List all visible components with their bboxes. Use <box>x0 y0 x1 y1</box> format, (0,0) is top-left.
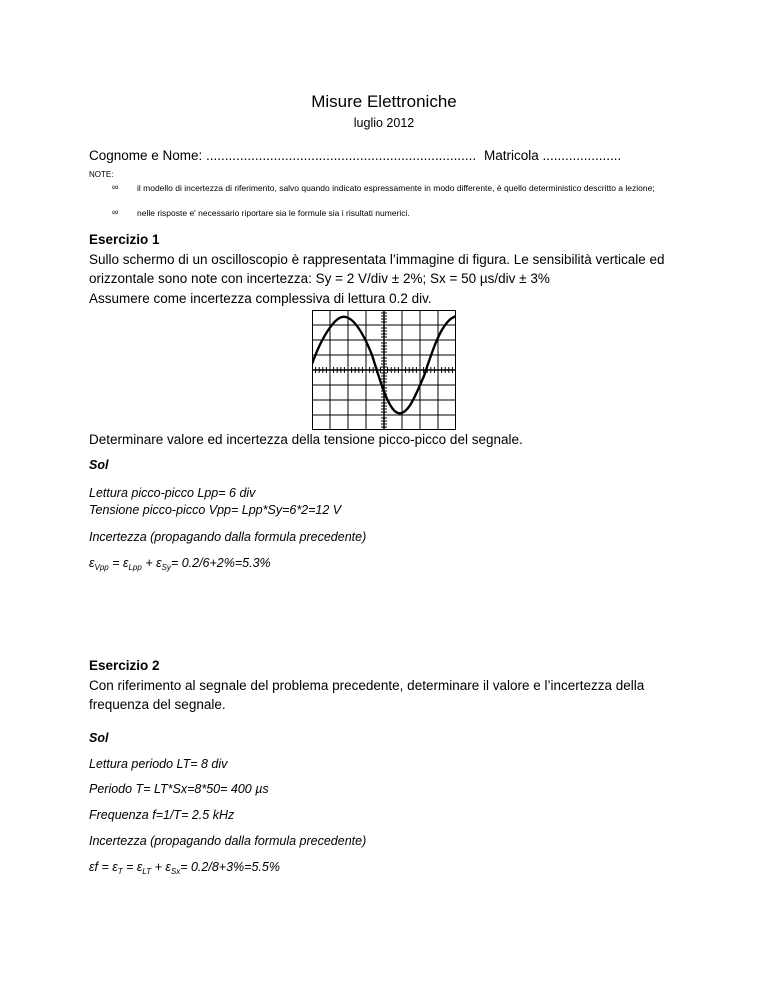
exercise-1-text-2: Assumere come incertezza complessiva di lettura 0.2 div. <box>89 291 432 306</box>
exercise-1-sol-line: Tensione picco-picco Vpp= Lpp*Sy=6*2=12 V <box>89 503 342 517</box>
exercise-2-sol-line: Frequenza f=1/T= 2.5 kHz <box>89 808 235 822</box>
exercise-2-text: Con riferimento al segnale del problema precedente, determinare il valore e l’incertezza della frequenza del segnale. <box>89 678 645 712</box>
note-item: nelle risposte e' necessario riportare sia le formule sia i risultati numerici. <box>137 208 410 218</box>
exercise-1-sol-label: Sol <box>89 458 109 472</box>
document-date: luglio 2012 <box>353 116 415 130</box>
infinity-bullet-icon: ∞ <box>112 207 119 217</box>
document-title: Misure Elettroniche <box>311 92 457 111</box>
note-item: il modello di incertezza di riferimento, salvo quando indicato espressamente in modo differente, è quello deterministico descritto a lezione; <box>137 183 655 193</box>
exercise-1-heading: Esercizio 1 <box>89 232 160 247</box>
exercise-1-uncertainty-formula: $\varepsilon_{Vpp} = \varepsilon_{Lpp} + \varepsilon_{Sy}= 0.2/6+2\%=5.3\%$ <box>89 556 271 572</box>
exercise-1-sol-line: Incertezza (propagando dalla formula precedente) <box>89 530 367 544</box>
notes-label: NOTE: <box>89 170 114 179</box>
infinity-bullet-icon: ∞ <box>112 182 119 192</box>
exercise-1-question: Determinare valore ed incertezza della tensione picco-picco del segnale. <box>89 432 523 447</box>
exercise-2-sol-line: Periodo T= LT*Sx=8*50= 400 µs <box>89 782 269 796</box>
oscilloscope-figure <box>312 310 456 430</box>
exercise-1-text: Sullo schermo di un oscilloscopio è rappresentata l’immagine di figura. Le sensibilità verticale ed orizzontale sono note con incertezza: Sy = 2 V/div ± 2%; Sx = 50 µs/div ± 3% <box>89 252 665 286</box>
matricola-field-label: Matricola ..................... <box>484 148 622 163</box>
exercise-2-uncertainty-formula: $\varepsilon f = \varepsilon_T = \varepsilon_{LT} + \varepsilon_{Sx}= 0.2/8+3\%=5.5\%$ <box>89 860 280 876</box>
exercise-2-sol-label: Sol <box>89 731 109 745</box>
oscilloscope-grid <box>312 310 456 430</box>
exercise-1-sol-line: Lettura picco-picco Lpp= 6 div <box>89 486 256 500</box>
exercise-2-sol-line: Lettura periodo LT= 8 div <box>89 757 228 771</box>
exercise-2-heading: Esercizio 2 <box>89 658 160 673</box>
exercise-2-sol-line: Incertezza (propagando dalla formula precedente) <box>89 834 367 848</box>
name-field-label: Cognome e Nome: ........................................................................ <box>89 148 477 163</box>
